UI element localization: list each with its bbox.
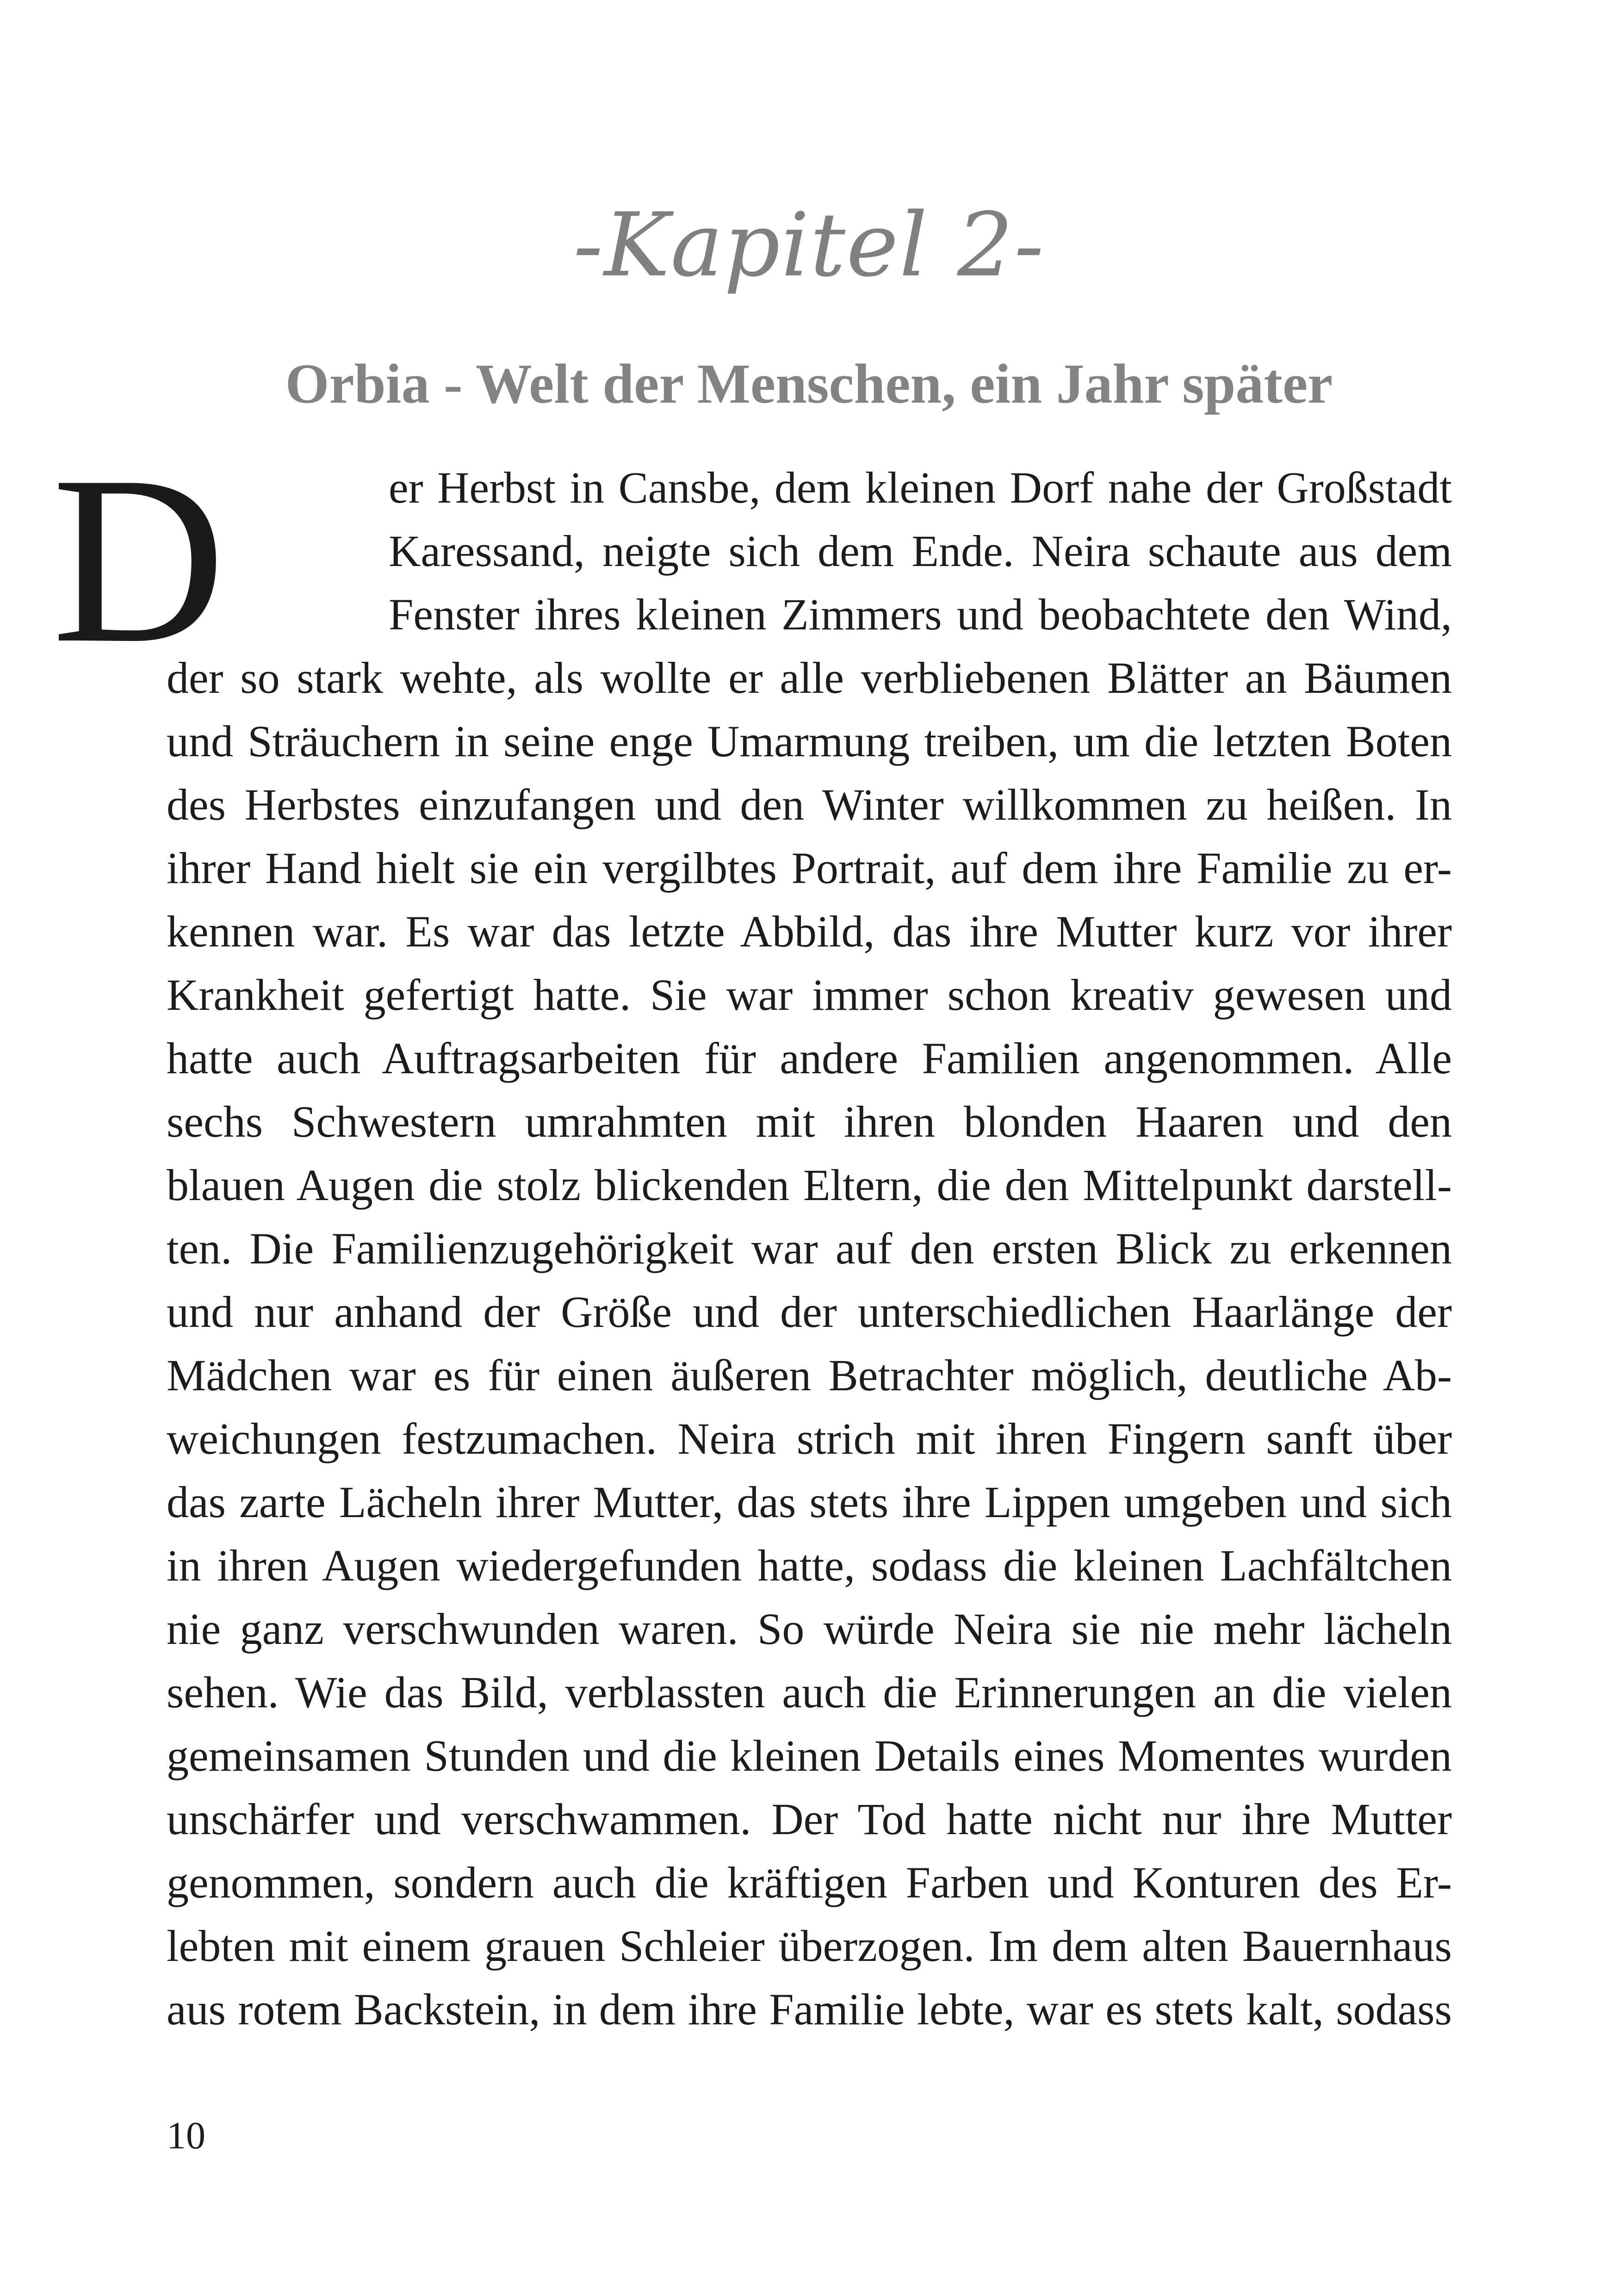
text-line: kennen war. Es war das letzte Abbild, das ihre Mutter kurz vor ihrer [167,907,1452,956]
text-line: das zarte Lächeln ihrer Mutter, das stets ihre Lippen umgeben und sich [167,1477,1452,1527]
text-line: der so stark wehte, als wollte er alle verbliebenen Blätter an Bäumen [167,653,1452,703]
text-line: Fenster ihres kleinen Zimmers und beobachtete den Wind, [389,590,1452,639]
text-line: und Sträuchern in seine enge Umarmung treiben, um die letzten Boten [167,716,1452,766]
text-line: hatte auch Auftragsarbeiten für andere Familien angenommen. Alle [167,1033,1452,1083]
page-number: 10 [167,2114,205,2157]
text-line: er Herbst in Cansbe, dem kleinen Dorf nahe der Großstadt [389,463,1452,512]
text-line: genommen, sondern auch die kräftigen Farben und Konturen des Er- [167,1858,1452,1907]
text-line: weichungen festzumachen. Neira strich mit ihren Fingern sanft über [167,1414,1452,1463]
text-line: Mädchen war es für einen äußeren Betrachter möglich, deutliche Ab- [167,1350,1452,1400]
text-line: sehen. Wie das Bild, verblassten auch die Erinnerungen an die vielen [167,1668,1452,1717]
text-line: in ihren Augen wiedergefunden hatte, sodass die kleinen Lachfältchen [167,1541,1452,1590]
text-line: sechs Schwestern umrahmten mit ihren blonden Haaren und den [167,1097,1452,1146]
text-line: des Herbstes einzufangen und den Winter willkommen zu heißen. In [167,780,1452,829]
chapter-subtitle: Orbia - Welt der Menschen, ein Jahr später [285,353,1333,415]
body-text [167,456,1452,2041]
chapter-title: -Kapitel 2- [573,194,1045,296]
text-line: ihrer Hand hielt sie ein vergilbtes Portrait, auf dem ihre Familie zu er- [167,843,1452,893]
text-line: und nur anhand der Größe und der unterschiedlichen Haarlänge der [167,1287,1452,1337]
text-line: Karessand, neigte sich dem Ende. Neira schaute aus dem [389,526,1452,576]
text-line: blauen Augen die stolz blickenden Eltern, die den Mittelpunkt darstell- [167,1160,1452,1210]
text-line: gemeinsamen Stunden und die kleinen Details eines Momentes wurden [167,1731,1452,1780]
drop-cap: D [52,427,226,693]
text-line: nie ganz verschwunden waren. So würde Neira sie nie mehr lächeln [167,1604,1452,1654]
text-line: Krankheit gefertigt hatte. Sie war immer schon kreativ gewesen und [167,970,1452,1020]
text-line: ten. Die Familienzugehörigkeit war auf den ersten Blick zu erkennen [167,1224,1452,1273]
text-line: lebten mit einem grauen Schleier überzogen. Im dem alten Bauernhaus [167,1921,1452,1971]
text-line: unschärfer und verschwammen. Der Tod hatte nicht nur ihre Mutter [167,1794,1452,1844]
text-line: aus rotem Backstein, in dem ihre Familie lebte, war es stets kalt, sodass [167,1985,1452,2034]
